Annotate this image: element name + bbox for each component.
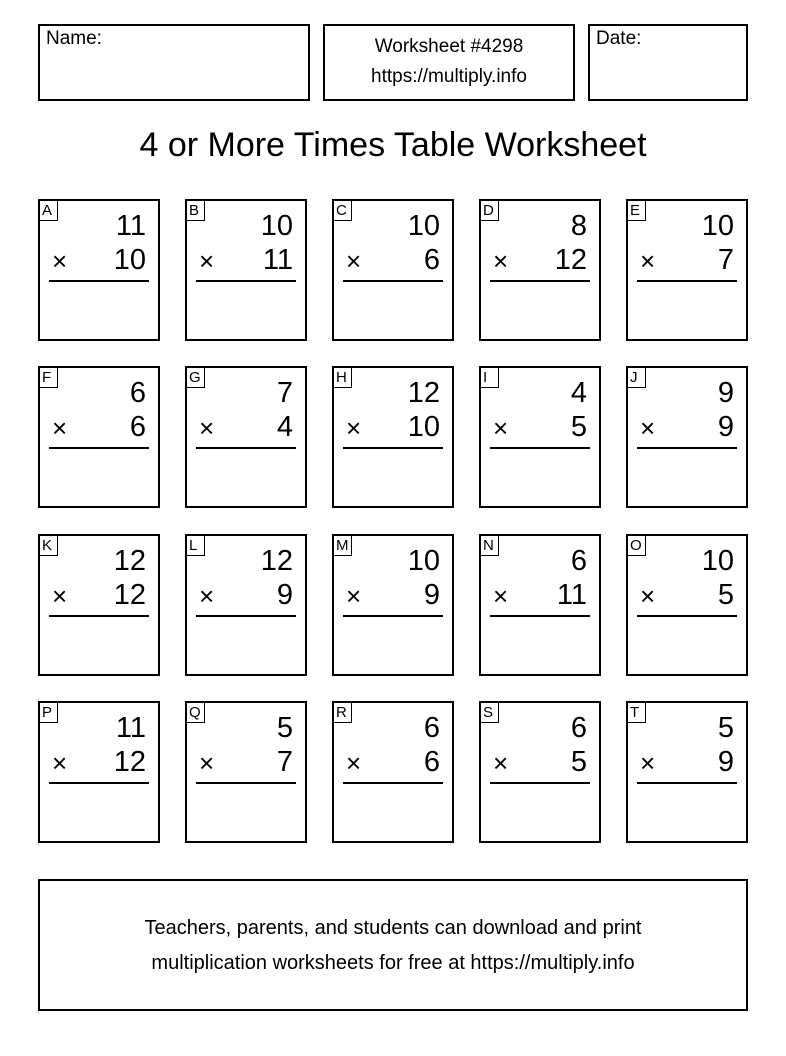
problem-letter: R xyxy=(334,703,352,723)
problem-multiplicand: 6 xyxy=(129,377,146,409)
problem-multiplier: 5 xyxy=(717,579,734,611)
answer-line xyxy=(490,615,590,617)
times-icon: × xyxy=(493,413,509,443)
problem-card[interactable] xyxy=(332,701,454,843)
answer-line xyxy=(49,615,149,617)
website-url: https://multiply.info xyxy=(371,66,527,87)
page-title: 4 or More Times Table Worksheet xyxy=(139,126,647,164)
problem-multiplicand: 9 xyxy=(717,377,734,409)
times-icon: × xyxy=(52,246,68,276)
answer-line xyxy=(490,782,590,784)
problem-multiplier: 9 xyxy=(276,579,293,611)
problem-multiplicand: 6 xyxy=(570,545,587,577)
answer-line xyxy=(343,615,443,617)
footer-line-2: multiplication worksheets for free at https://multiply.info xyxy=(151,952,635,974)
times-icon: × xyxy=(346,748,362,778)
problem-multiplier: 5 xyxy=(570,746,587,778)
problem-letter: G xyxy=(187,368,205,388)
problem-letter: I xyxy=(481,368,499,388)
problem-card[interactable] xyxy=(185,366,307,508)
problem-grid xyxy=(38,199,749,843)
answer-line xyxy=(490,447,590,449)
problem-letter: M xyxy=(334,536,352,556)
problem-card[interactable] xyxy=(185,701,307,843)
problem-multiplicand: 10 xyxy=(407,545,440,577)
problem-card[interactable] xyxy=(479,199,601,341)
problem-multiplicand: 11 xyxy=(115,712,146,744)
answer-line xyxy=(637,280,737,282)
times-icon: × xyxy=(346,581,362,611)
problem-card[interactable] xyxy=(38,534,160,676)
times-icon: × xyxy=(493,748,509,778)
problem-card[interactable] xyxy=(332,199,454,341)
problem-letter: T xyxy=(628,703,646,723)
problem-multiplier: 12 xyxy=(113,746,146,778)
date-field[interactable] xyxy=(588,24,748,101)
times-icon: × xyxy=(640,748,656,778)
problem-letter: B xyxy=(187,201,205,221)
problem-multiplicand: 10 xyxy=(701,210,734,242)
problem-multiplicand: 5 xyxy=(276,712,293,744)
problem-card[interactable] xyxy=(332,366,454,508)
footer-line-1: Teachers, parents, and students can download and print xyxy=(144,917,642,939)
problem-letter: A xyxy=(40,201,58,221)
answer-line xyxy=(49,447,149,449)
answer-line xyxy=(196,615,296,617)
problem-multiplier: 9 xyxy=(717,746,734,778)
problem-card[interactable] xyxy=(38,366,160,508)
problem-multiplier: 7 xyxy=(717,244,734,276)
problem-letter: L xyxy=(187,536,205,556)
problem-multiplier: 10 xyxy=(113,244,146,276)
problem-card[interactable] xyxy=(626,534,748,676)
problem-letter: E xyxy=(628,201,646,221)
times-icon: × xyxy=(640,413,656,443)
problem-multiplier: 12 xyxy=(554,244,587,276)
problem-multiplier: 6 xyxy=(423,746,440,778)
times-icon: × xyxy=(493,246,509,276)
worksheet-number: Worksheet #4298 xyxy=(374,36,524,57)
times-icon: × xyxy=(346,246,362,276)
answer-line xyxy=(343,280,443,282)
problem-multiplicand: 12 xyxy=(260,545,293,577)
times-icon: × xyxy=(199,413,215,443)
problem-card[interactable] xyxy=(479,366,601,508)
problem-multiplier: 9 xyxy=(423,579,440,611)
problem-card[interactable] xyxy=(38,701,160,843)
problem-multiplier: 6 xyxy=(423,244,440,276)
problem-card[interactable] xyxy=(185,199,307,341)
problem-multiplicand: 5 xyxy=(717,712,734,744)
problem-multiplicand: 10 xyxy=(260,210,293,242)
problem-letter: S xyxy=(481,703,499,723)
times-icon: × xyxy=(199,246,215,276)
problem-card[interactable] xyxy=(479,701,601,843)
answer-line xyxy=(196,447,296,449)
problem-multiplier: 9 xyxy=(717,411,734,443)
times-icon: × xyxy=(52,748,68,778)
date-label: Date: xyxy=(596,28,642,49)
problem-card[interactable] xyxy=(479,534,601,676)
times-icon: × xyxy=(199,581,215,611)
problem-letter: N xyxy=(481,536,499,556)
problem-multiplicand: 4 xyxy=(570,377,587,409)
problem-multiplicand: 10 xyxy=(701,545,734,577)
answer-line xyxy=(49,280,149,282)
problem-multiplicand: 6 xyxy=(570,712,587,744)
problem-card[interactable] xyxy=(626,366,748,508)
problem-card[interactable] xyxy=(626,701,748,843)
answer-line xyxy=(196,280,296,282)
answer-line xyxy=(490,280,590,282)
name-field[interactable] xyxy=(38,24,310,101)
problem-multiplicand: 8 xyxy=(570,210,587,242)
problem-letter: J xyxy=(628,368,646,388)
answer-line xyxy=(343,447,443,449)
answer-line xyxy=(196,782,296,784)
times-icon: × xyxy=(493,581,509,611)
times-icon: × xyxy=(52,413,68,443)
problem-card[interactable] xyxy=(185,534,307,676)
times-icon: × xyxy=(640,581,656,611)
problem-multiplicand: 12 xyxy=(113,545,146,577)
answer-line xyxy=(637,447,737,449)
problem-letter: O xyxy=(628,536,646,556)
problem-letter: K xyxy=(40,536,58,556)
problem-multiplicand: 12 xyxy=(407,377,440,409)
name-label: Name: xyxy=(46,28,102,49)
times-icon: × xyxy=(199,748,215,778)
problem-multiplier: 7 xyxy=(276,746,293,778)
problem-letter: C xyxy=(334,201,352,221)
problem-letter: Q xyxy=(187,703,205,723)
problem-multiplier: 4 xyxy=(276,411,293,443)
answer-line xyxy=(49,782,149,784)
problem-multiplier: 12 xyxy=(113,579,146,611)
answer-line xyxy=(637,615,737,617)
footer-note xyxy=(38,879,748,1011)
problem-multiplier: 11 xyxy=(556,579,587,611)
times-icon: × xyxy=(346,413,362,443)
problem-letter: P xyxy=(40,703,58,723)
worksheet-info-box xyxy=(323,24,575,101)
problem-multiplier: 5 xyxy=(570,411,587,443)
problem-card[interactable] xyxy=(38,199,160,341)
problem-letter: D xyxy=(481,201,499,221)
problem-letter: F xyxy=(40,368,58,388)
answer-line xyxy=(637,782,737,784)
problem-multiplicand: 10 xyxy=(407,210,440,242)
problem-multiplicand: 11 xyxy=(115,210,146,242)
answer-line xyxy=(343,782,443,784)
times-icon: × xyxy=(640,246,656,276)
problem-multiplier: 6 xyxy=(129,411,146,443)
problem-card[interactable] xyxy=(332,534,454,676)
problem-multiplier: 11 xyxy=(262,244,293,276)
problem-letter: H xyxy=(334,368,352,388)
times-icon: × xyxy=(52,581,68,611)
problem-multiplier: 10 xyxy=(407,411,440,443)
problem-multiplicand: 7 xyxy=(276,377,293,409)
problem-card[interactable] xyxy=(626,199,748,341)
problem-multiplicand: 6 xyxy=(423,712,440,744)
